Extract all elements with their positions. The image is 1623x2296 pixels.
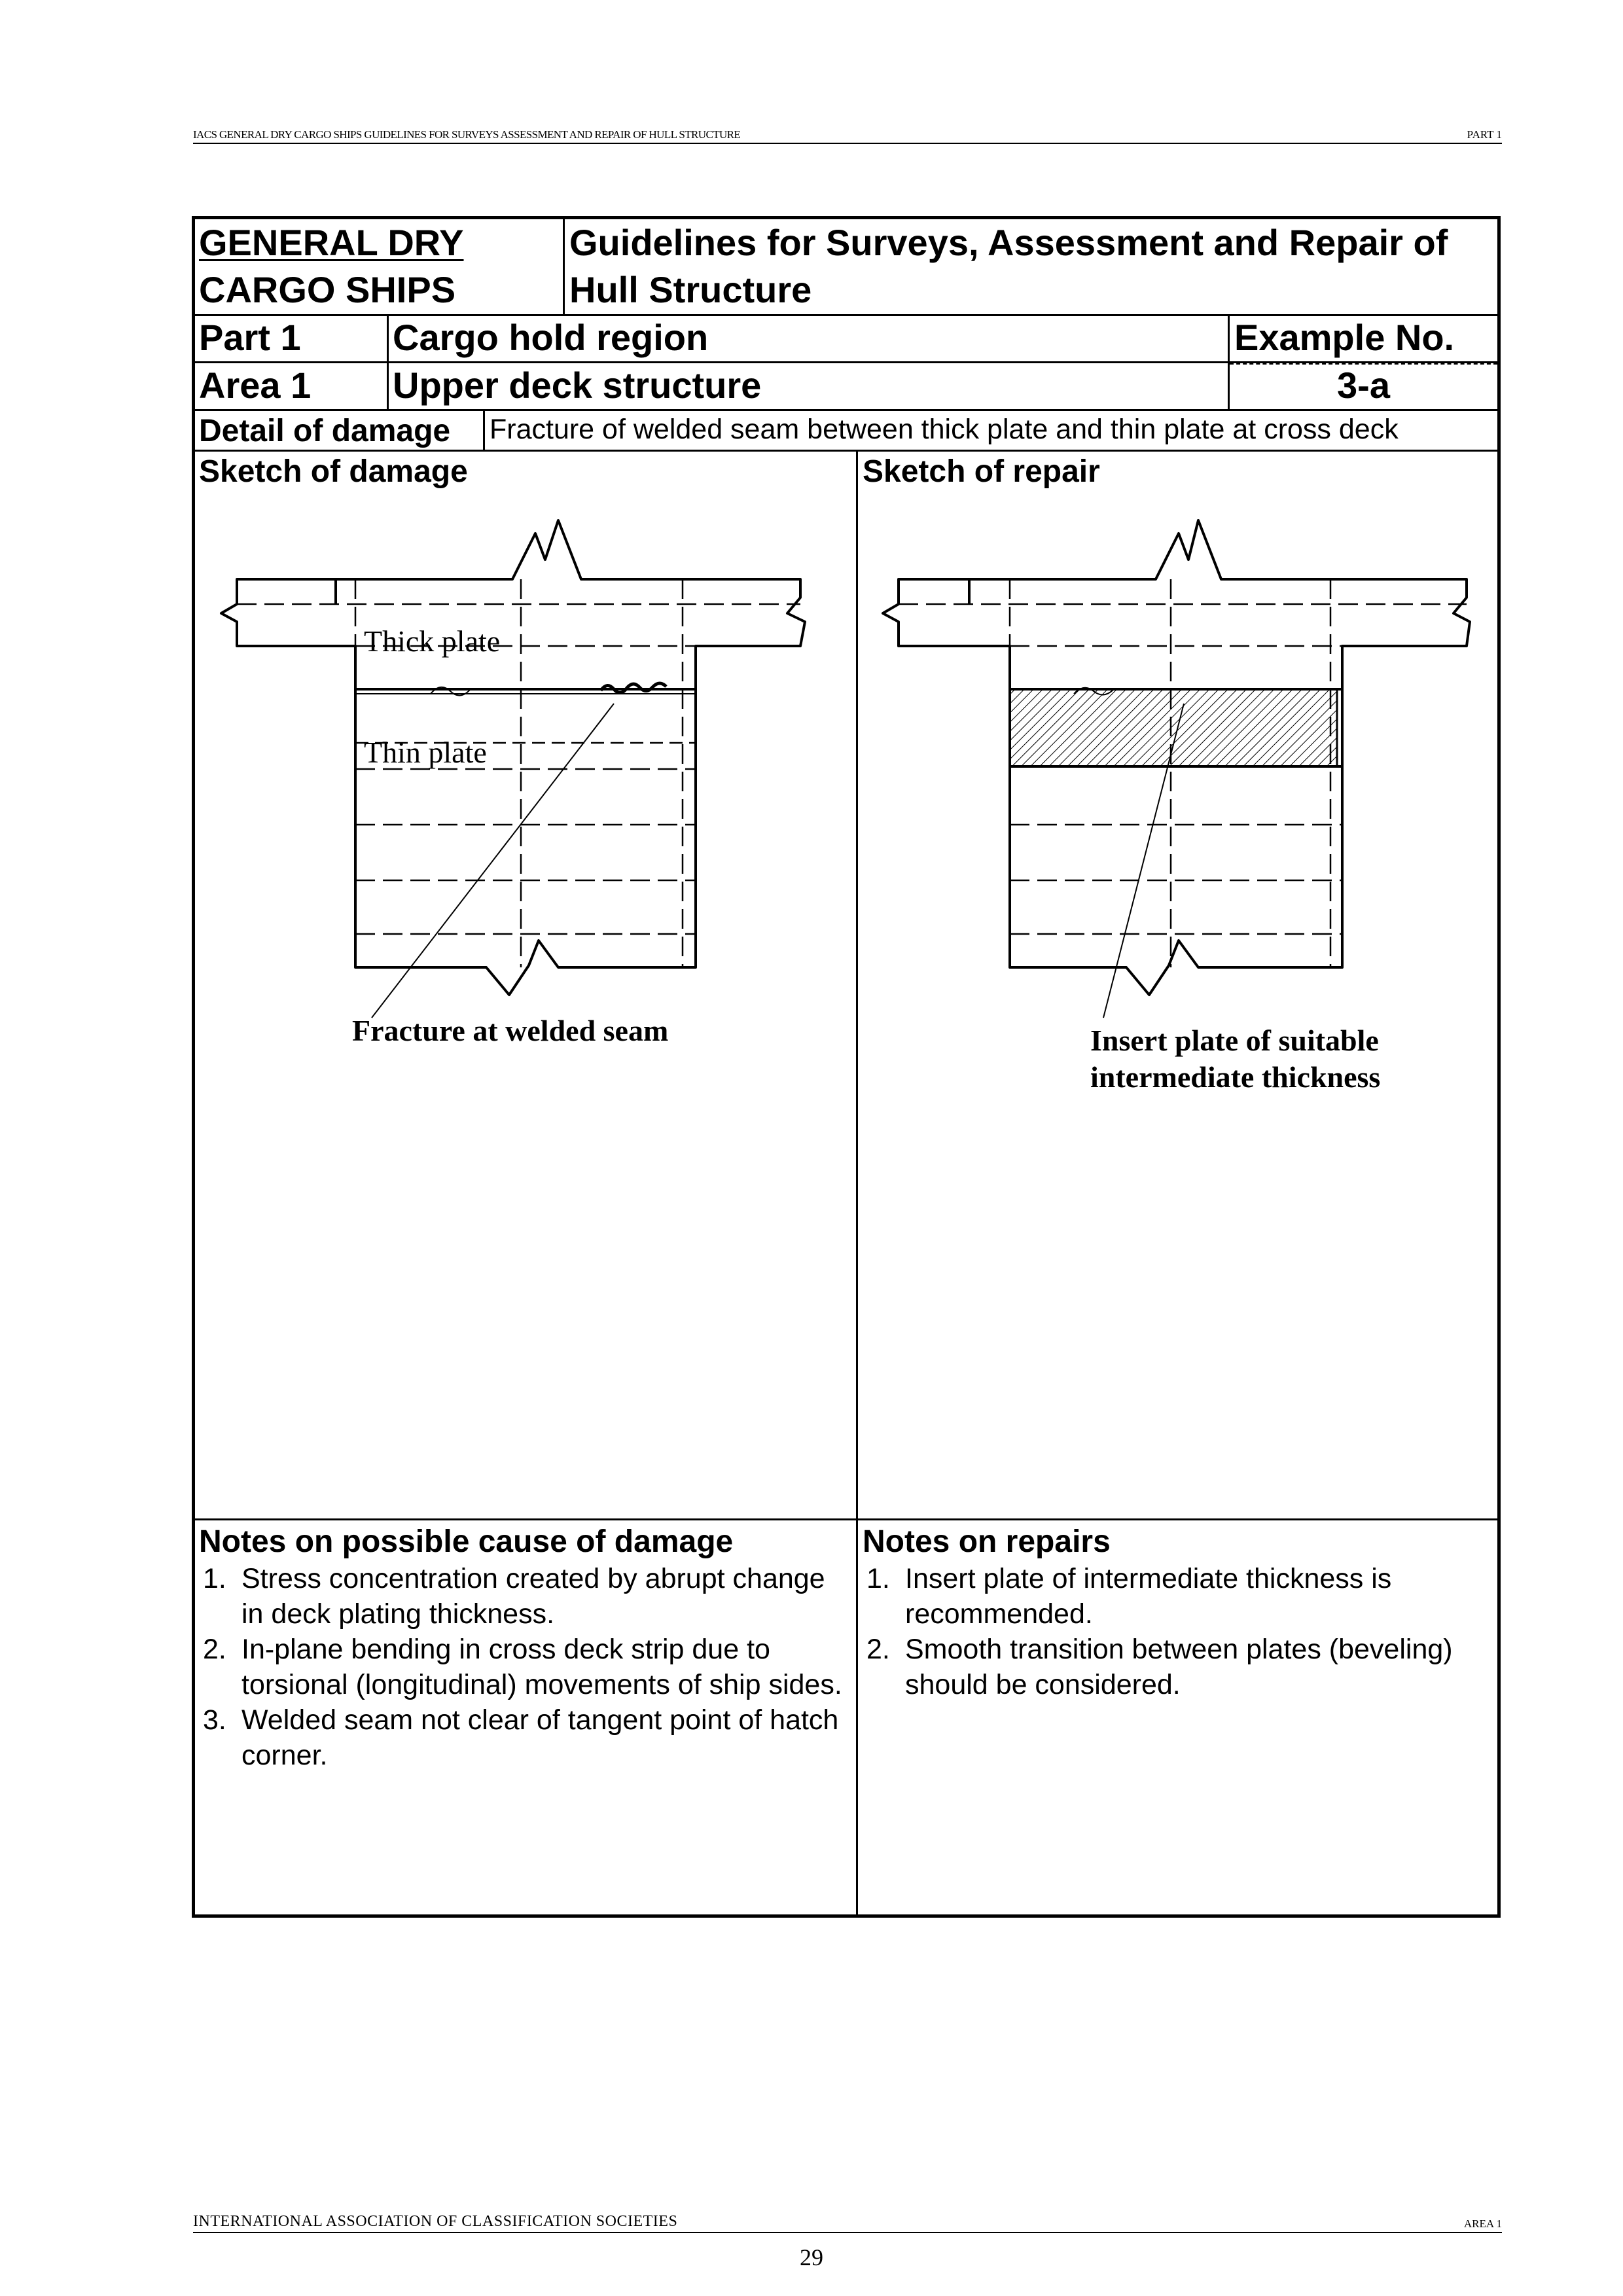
running-header-title: IACS GENERAL DRY CARGO SHIPS GUIDELINES FOR SURVEYS ASSESSMENT AND REPAIR OF HULL STRUCTURE <box>193 128 741 141</box>
guideline-title-line2: Hull Structure <box>569 269 812 310</box>
notes-cause-list <box>199 1561 850 1773</box>
footer-area: AREA 1 <box>1463 2217 1502 2230</box>
divider-detail-col <box>483 409 485 450</box>
notes-cause-heading: Notes on possible cause of damage <box>199 1524 734 1559</box>
divider-label-col <box>387 314 389 410</box>
detail-value: Fracture of welded seam between thick plate and thin plate at cross deck <box>490 414 1399 445</box>
ship-type-line2: CARGO SHIPS <box>199 269 456 310</box>
detail-label: Detail of damage <box>199 414 451 448</box>
ship-type-line1: GENERAL DRY <box>199 222 464 263</box>
sketch-damage-heading: Sketch of damage <box>199 454 468 489</box>
notes-repairs-list <box>863 1561 1491 1702</box>
page-number: 29 <box>800 2244 823 2270</box>
notes-cause <box>199 1523 850 1773</box>
area-label: Area 1 <box>199 365 312 406</box>
running-header-part: PART 1 <box>1467 128 1502 141</box>
example-number: 3-a <box>1337 365 1390 406</box>
damage-label-thick-plate: Thick plate <box>364 624 501 658</box>
page-footer <box>193 2212 1502 2233</box>
sketch-repair-heading: Sketch of repair <box>863 454 1100 489</box>
guideline-title-line1: Guidelines for Surveys, Assessment and Repair of <box>569 222 1448 263</box>
area-value: Upper deck structure <box>393 365 762 406</box>
footer-organisation: INTERNATIONAL ASSOCIATION OF CLASSIFICATION SOCIETIES <box>193 2213 678 2230</box>
example-label: Example No. <box>1234 317 1455 358</box>
divider-notes <box>195 1518 1497 1520</box>
running-header <box>193 124 1502 144</box>
notes-repairs <box>863 1523 1491 1702</box>
damage-caption: Fracture at welded seam <box>352 1014 669 1047</box>
divider-title-col <box>563 219 565 314</box>
list-item: 2. In-plane bending in cross deck strip due to torsional (longitudinal) movements of ship sides. <box>203 1634 842 1700</box>
repair-sketch <box>858 494 1497 1149</box>
list-item: 1. Insert plate of intermediate thickness is recommended. <box>866 1563 1392 1630</box>
guideline-title <box>569 219 1448 314</box>
damage-outline <box>221 520 805 995</box>
example-sheet <box>192 216 1501 1918</box>
repair-caption-line2: intermediate thickness <box>1090 1060 1381 1094</box>
repair-caption-line1: Insert plate of suitable <box>1090 1024 1379 1057</box>
list-item: 2. Smooth transition between plates (beveling) should be considered. <box>866 1634 1453 1700</box>
part-label: Part 1 <box>199 317 301 358</box>
repair-insert-plate <box>1010 689 1337 766</box>
part-value: Cargo hold region <box>393 317 709 358</box>
damage-sketch <box>195 494 856 1149</box>
ship-type <box>199 219 464 314</box>
list-item: 3. Welded seam not clear of tangent point of hatch corner. <box>203 1704 839 1771</box>
damage-label-thin-plate: Thin plate <box>364 736 487 769</box>
list-item: 1. Stress concentration created by abrupt change in deck plating thickness. <box>203 1563 825 1630</box>
notes-repairs-heading: Notes on repairs <box>863 1524 1111 1559</box>
